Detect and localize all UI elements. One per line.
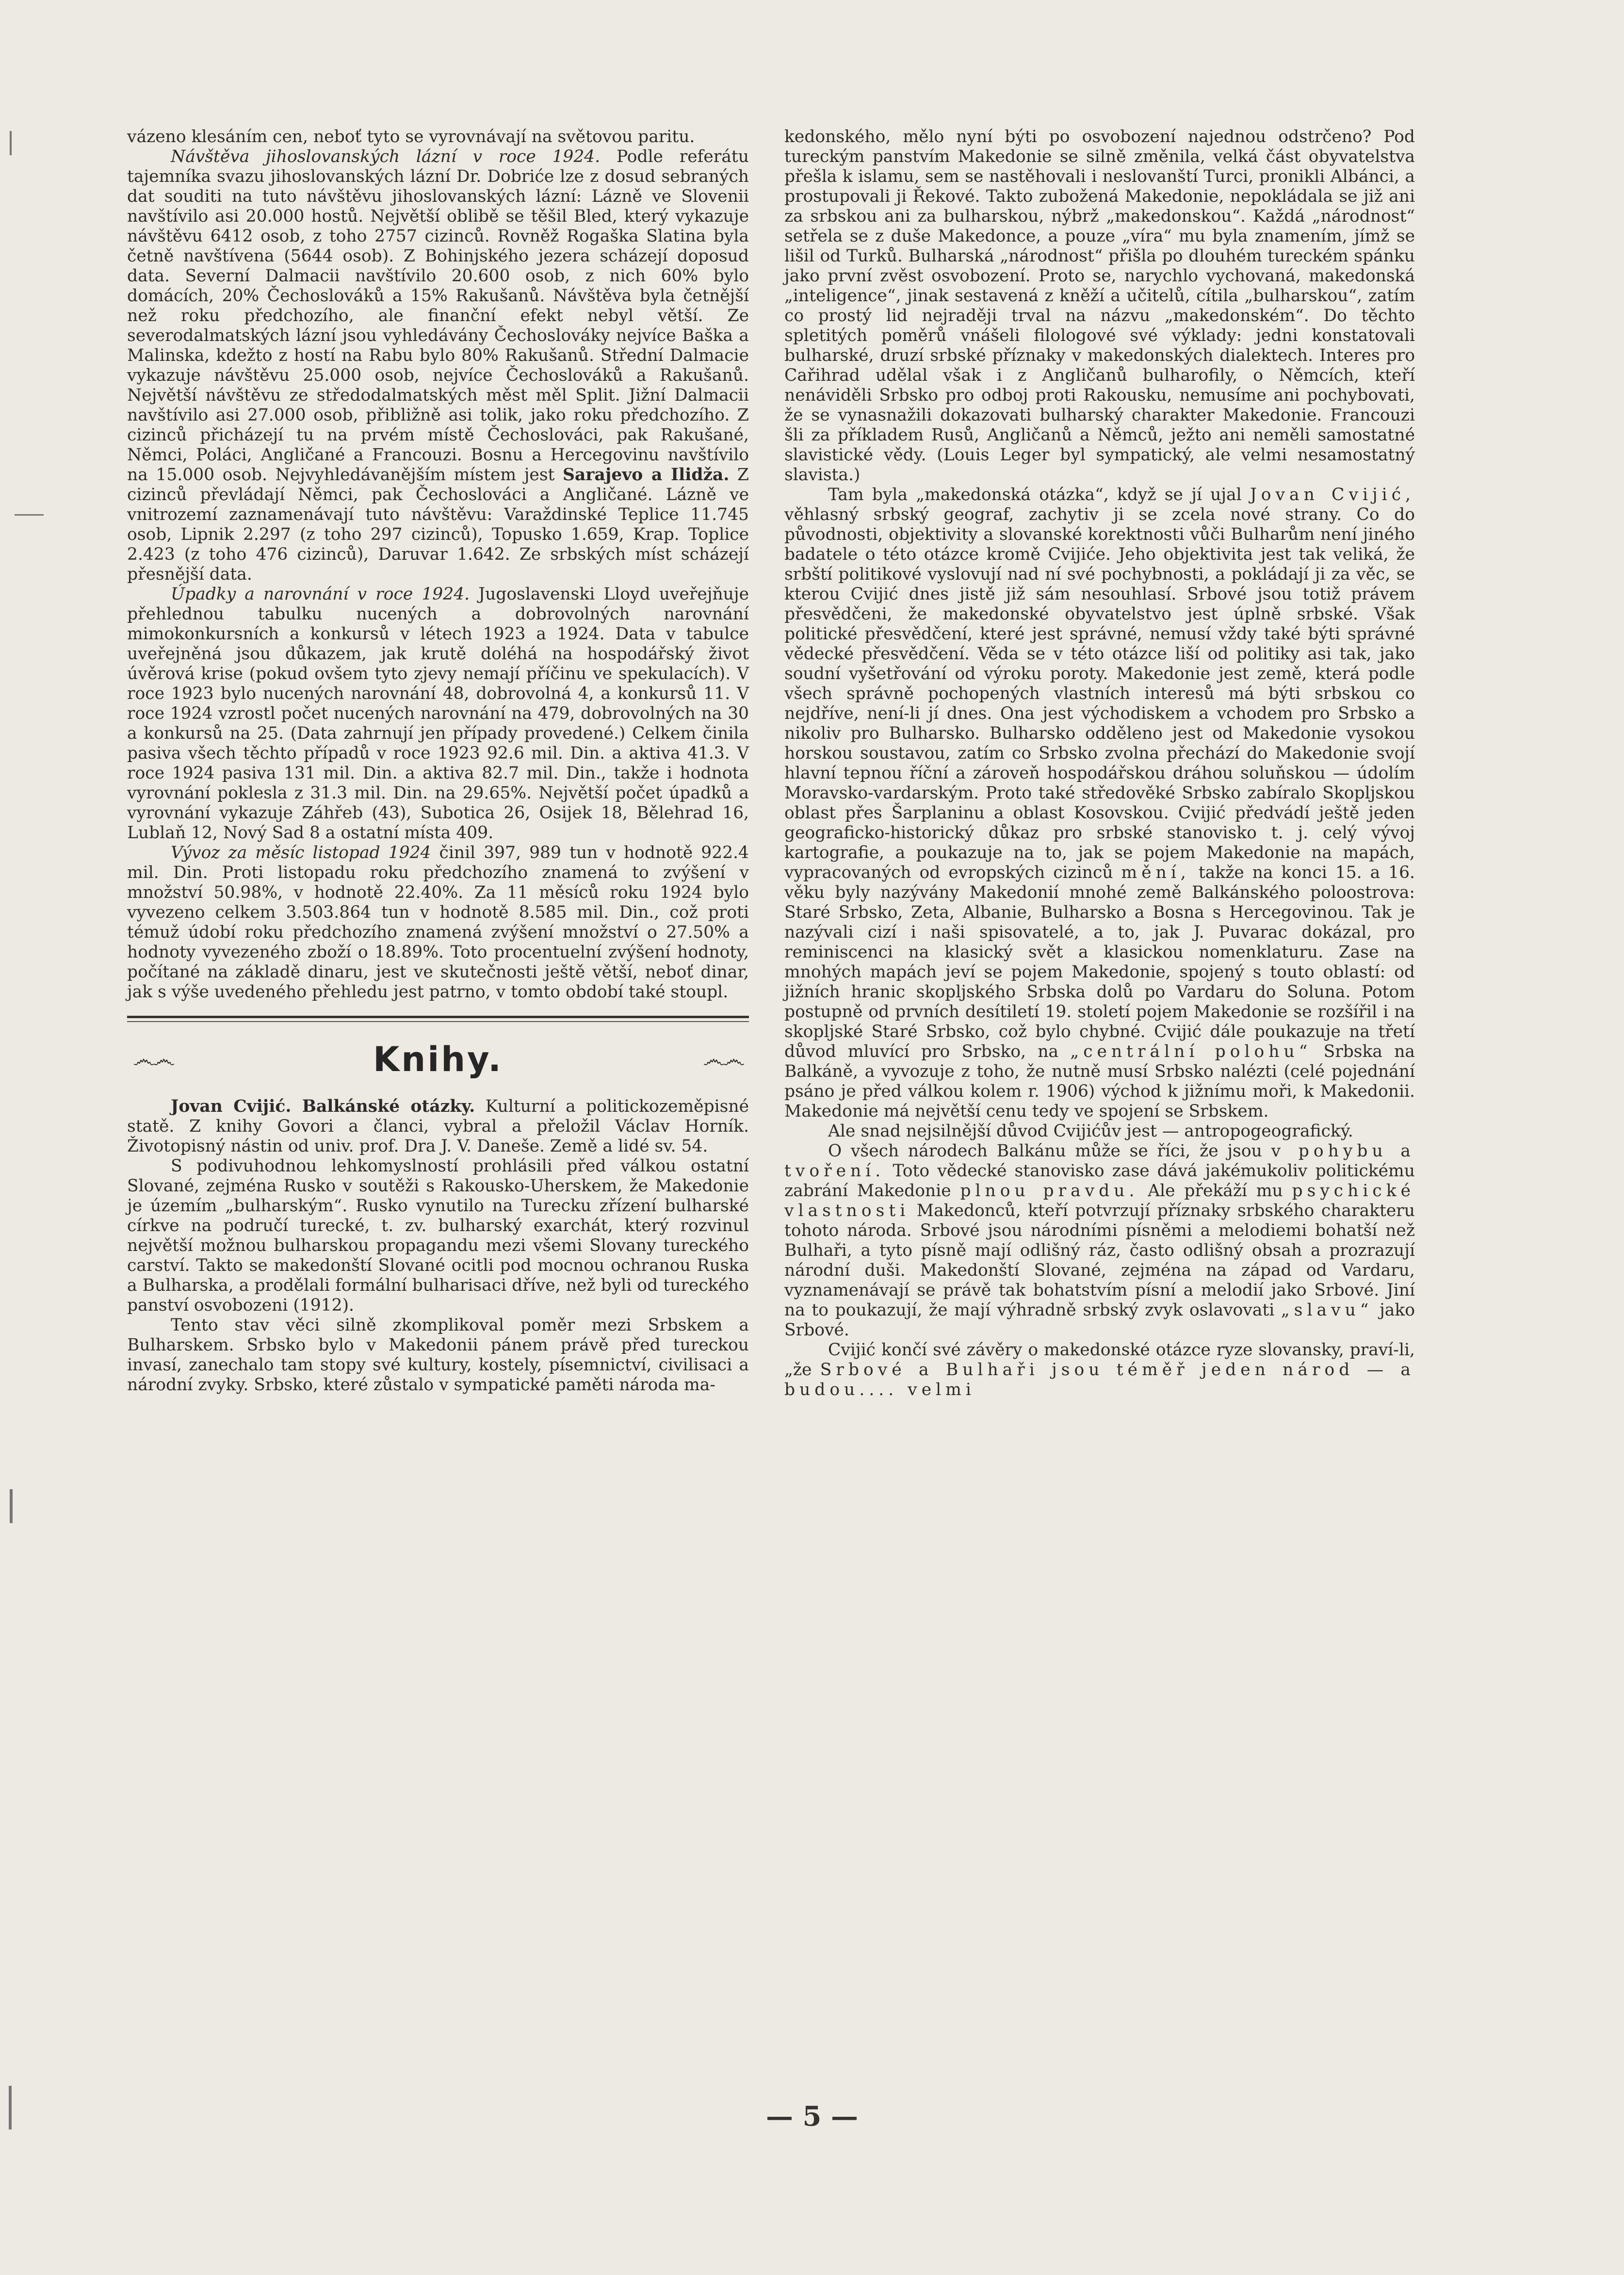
review-paragraph: Tento stav věci silně zkomplikoval poměr mezi Srbskem a Bulharskem. Srbsko bylo v Makedonii pánem právě před tureckou invasí, zanechalo tam stopy své kultury, kostely, písemnictví, civilisaci a národní zvyky. Srbsko, které zůstalo v sympatické paměti národa ma-	[127, 1316, 749, 1395]
section-heading: Knihy.	[373, 1040, 503, 1079]
margin-mark	[10, 131, 12, 155]
review-paragraph: Cvijić končí své závěry o makedonské otázce ryze slovansky, praví-li, „že Srbové a Bulhaři jsou téměř jeden národ — a budou.... velmi	[784, 1340, 1415, 1399]
review-paragraph: S podivuhodnou lehkomyslností prohlásili před válkou ostatní Slované, zejména Rusko v soutěži s Rakousko-Uherskem, že Makedonie je územím „bulharským“. Rusko vynutilo na Turecku zřízení bulharské církve na područí turecké, t. zv. bulharský exarchát, který rozvinul největší možnou bulharskou propagandu mezi všemi Slovany tureckého carství. Takto se makedonští Slované ocitli pod mocnou ochranou Ruska a Bulharska, a prodělali formální bulharisaci dříve, než byli od tureckého panství osvobozeni (1912).	[127, 1156, 749, 1315]
article-title: Úpadky a narovnání v roce 1924.	[171, 585, 470, 604]
margin-mark	[15, 514, 44, 516]
article-title: Návštěva jihoslovanských lázní v roce 1924.	[171, 147, 601, 166]
article-baths: Návštěva jihoslovanských lázní v roce 1924. Podle referátu tajemníka svazu jihoslovanských lázní Dr. Dobriće lze z dosud sebraných dat souditi na tuto návštěvu jihoslovanských lázní: Lázně ve Slovenii navštívilo asi 20.000 hostů. Největší oblibě se těšil Bled, který vykazuje návštěvu 6412 osob, z toho 2757 cizinců. Rovněž Rogaška Slatina byla četně navštívena (5644 osob). Z Bohinjského jezera scházejí doposud data. Severní Dalmacii navštívilo 20.600 osob, z nich 60% bylo domácích, 20% Čechoslováků a 15% Rakušanů. Návštěva byla četnější než roku předchozího, ale finanční efekt nebyl větší. Ze severodalmatských lázní jsou vyhledávány Čechoslováky nejvíce Baška a Malinska, kdežto z hostí na Rabu bylo 80% Rakušanů. Střední Dalmacie vykazuje návštěvu 25.000 osob, nejvíce Čechoslováků a Rakušanů. Největší návštěvu ze středodalmatských měst měl Split. Jižní Dalmacii navštívilo asi 27.000 osob, přibližně asi tolik, jako roku předchozího. Z cizinců přicházejí tu na prvém místě Čechoslováci, pak Rakušané, Němci, Poláci, Angličané a Francouzi. Bosnu a Hercegovinu navštívilo na 15.000 osob. Nejvyhledávanějším místem jest Sarajevo a Ilidža. Z cizinců převládají Němci, pak Čechoslováci a Angličané. Lázně ve vnitrozemí zaznamenávají tuto návštěvu: Varaždinské Teplice 11.745 osob, Lipnik 2.297 (z toho 297 cizinců), Topusko 1.659, Krap. Toplice 2.423 (z toho 476 cizinců), Daruvar 1.642. Ze srbských míst scházejí přesnější data.	[127, 147, 749, 584]
book-entry: Jovan Cvijić. Balkánské otázky. Kulturní a politickozeměpisné statě. Z knihy Govori a članci, vybral a přeložil Václav Horník. Životopisný nástin od univ. prof. Dra J. V. Daneše. Země a lidé sv. 54.	[127, 1097, 749, 1156]
book-title: Jovan Cvijić. Balkánské otázky.	[171, 1097, 475, 1116]
right-column	[784, 127, 1415, 1400]
section-header	[127, 1040, 749, 1079]
section-divider-thin	[127, 1021, 749, 1022]
left-column	[127, 127, 749, 1395]
page-number: — 5 —	[766, 2100, 858, 2132]
margin-mark	[10, 1489, 13, 1523]
article-title: Vývoz za měsíc listopad 1924	[171, 843, 431, 862]
review-paragraph: O všech národech Balkánu může se říci, že jsou v pohybu a tvoření. Toto vědecké stanovisko zase dává jakémukoliv politickému zabrání Makedonie plnou pravdu. Ale překáží mu psychické vlastnosti Makedonců, kteří potvrzují příznaky srbského charakteru tohoto národa. Srbové jsou národními písněmi a melodiemi bohatší než Bulhaři, a tyto písně mají odlišný ráz, často odlišný obsah a prozrazují národní duši. Makedonští Slované, zejména na západ od Vardaru, vyznamenávají se právě tak bohatstvím písní a melodií jako Srbové. Jiní na to poukazují, že mají výhradně srbský zvyk oslavovati „slavu“ jako Srbové.	[784, 1141, 1415, 1340]
review-paragraph: kedonského, mělo nyní býti po osvobození najednou odstrčeno? Pod tureckým panstvím Makedonie se silně změnila, velká část obyvatelstva přešla k islamu, sem se nastěhovali i neslovanští Turci, pronikli Albánci, a prostupovali ji Řekové. Takto zubožená Makedonie, nepokládala se již ani za srbskou ani za bulharskou, nýbrž „makedonskou“. Každá „národnost“ setřela se z duše Makedonce, a pouze „víra“ mu byla znamením, jímž se lišil od Turků. Bulharská „národnost“ přišla po dlouhém tureckém spánku jako první zvěst osvobození. Proto se, narychlo vychovaná, makedonská „inteligence“, jinak sestavená z kněží a učitelů, cítila „bulharskou“, zatím co prostý lid nejraději trval na názvu „makedonském“. Do těchto spletitých poměrů vnášeli filologové své výklady: jedni konstatovali bulharské, druzí srbské příznaky v makedonských dialektech. Interes pro Cařihrad udělal však i z Angličanů bulharofily, o Němcích, kteří nenáviděli Srbsko pro odboj proti Rakousku, nemusíme ani pochybovati, že se vynasnažili dokazovati bulharský charakter Makedonie. Francouzi šli za příkladem Rusů, Angličanů a Němců, ježto ani neměli samostatné slavistické vědy. (Louis Leger byl sympatický, ale velmi nesamostatný slavista.)	[784, 127, 1415, 485]
paragraph-continuation: vázeno klesáním cen, neboť tyto se vyrovnávají na světovou paritu.	[127, 127, 695, 146]
ornament-right-icon: ෴෴	[702, 1045, 743, 1073]
review-paragraph: Tam byla „makedonská otázka“, když se jí ujal Jovan Cvijić, věhlasný srbský geograf, zachytiv ji se zcela nové strany. Co do původnosti, objektivity a slovanské korektnosti vůči Bulharům není jiného badatele o této otázce kromě Cvijiće. Jeho objektivita jest tak veliká, že srbští politikové vyslovují nad ní své pochybnosti, a pokládají ji za věc, se kterou Cvijić dnes jistě již sám nesouhlasí. Srbové jsou totiž právem přesvědčeni, že makedonské obyvatelstvo jest úplně srbské. Však politické přesvědčení, které jest správné, nemusí vždy také býti správné vědecké přesvědčení. Věda se v této otázce liší od politiky asi tak, jako soudní vyšetřování od výroku poroty. Makedonie jest země, která podle všech správně pochopených vlastních interesů má býti srbskou co nejdříve, není-li jí dnes. Ona jest východiskem a vchodem pro Srbsko a nikoliv pro Bulharsko. Bulharsko odděleno jest od Makedonie vysokou horskou soustavou, zatím co Srbsko zvolna přechází do Makedonie svojí hlavní tepnou říční a zároveň hospodářskou dráhou soluňskou — údolím Moravsko-vardarským. Proto také středověké Srbsko zabíralo Skopljskou oblast přes Šarplaninu a oblast Kosovskou. Cvijić předvádí ještě jeden geograficko-historický důkaz pro srbské stanovisko t. j. celý vývoj kartografie, a poukazuje na to, jak se pojem Makedonie na mapách, vypracovaných od evropských cizinců mění, takže na konci 15. a 16. věku byly nazývány Makedonií mnohé země Balkánského poloostrova: Staré Srbsko, Zeta, Albanie, Bulharsko a Bosna s Hercegovinou. Tak je nazývali cizí i naši spisovatelé, a to, jak J. Puvarac dokázal, pro reminiscenci na klasický svět a klasickou nomenklaturu. Zase na mnohých mapách jeví se pojem Makedonie, spojený s touto oblastí: od jižních hranic skopljského Srbska dolů po Vardaru do Soluna. Potom postupně od prvních desítiletí 19. století pojem Makedonie se rozšířil i na skopljské Staré Srbsko, což bylo chybné. Cvijić dále poukazuje na třetí důvod mluvící pro Srbsko, na „centrální polohu“ Srbska na Balkáně, a vyvozuje z toho, že nutně musí Srbsko nalézti (celé pojednání psáno je před válkou kolem r. 1906) východ k jižnímu moři, k Makedonii. Makedonie má největší cenu tedy ve spojení se Srbskem.	[784, 485, 1415, 1121]
section-divider	[127, 1016, 749, 1018]
spaced-name: Jovan Cvijić,	[1250, 485, 1415, 504]
review-paragraph: Ale snad nejsilnější důvod Cvijićův jest — antropogeografický.	[828, 1121, 1353, 1141]
article-export: Vývoz za měsíc listopad 1924 činil 397, 989 tun v hodnotě 922.4 mil. Din. Proti listopadu roku předchozího znamená to zvýšení v množství 50.98%, v hodnotě 22.40%. Za 11 měsíců roku 1924 bylo vyvezeno celkem 3.503.864 tun v hodnotě 8.585 mil. Din., což proti témuž údobí roku předchozího znamená zvýšení množství o 27.50% a hodnoty vyvezeného zboží o 18.89%. Toto procentuelní zvýšení hodnoty, počítané na základě dinaru, jest ve skutečnosti ještě větší, neboť dinar, jak s výše uvedeného přehledu jest patrno, v tomto období také stoupl.	[127, 843, 749, 1002]
article-bankruptcies: Úpadky a narovnání v roce 1924. Jugoslavenski Lloyd uveřejňuje přehlednou tabulku nucených a dobrovolných narovnání mimokonkursních a konkursů v létech 1923 a 1924. Data v tabulce uveřejněná jsou důkazem, jak krutě doléhá na hospodářský život úvěrová krise (pokud ovšem tyto zjevy nemají příčinu ve spekulacích). V roce 1923 bylo nucených narovnání 48, dobrovolná 4, a konkursů 11. V roce 1924 vzrostl počet nucených narovnání na 479, dobrovolných na 30 a konkursů na 25. (Data zahrnují jen případy provedené.) Celkem činila pasiva všech těchto případů v roce 1923 92.6 mil. Din. a aktiva 41.3. V roce 1924 pasiva 131 mil. Din. a aktiva 82.7 mil. Din., takže i hodnota vyrovnání poklesla z 31.3 mil. Din. na 29.65%. Největší počet úpadků a vyrovnání vykazuje Záhřeb (43), Subotica 26, Osijek 18, Bělehrad 16, Lublaň 12, Nový Sad 8 a ostatní místa 409.	[127, 585, 749, 843]
ornament-left-icon: ෴෴	[133, 1045, 174, 1073]
